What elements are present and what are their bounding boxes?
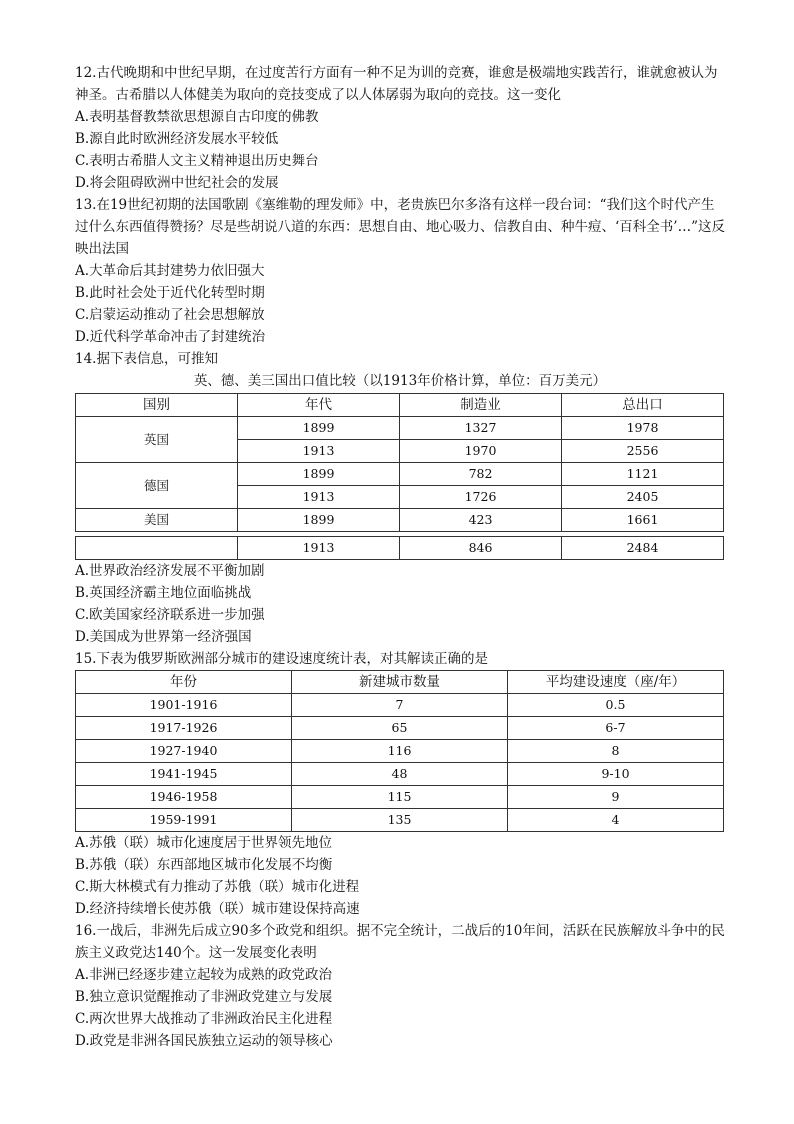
city-table-header: 新建城市数量 xyxy=(292,671,508,694)
question-16-option-c: C.两次世界大战推动了非洲政治民主化进程 xyxy=(75,1011,333,1027)
table-row xyxy=(76,786,724,809)
question-12-option-c: C.表明古希腊人文主义精神退出历史舞台 xyxy=(75,153,319,169)
country-cell: 美国 xyxy=(76,509,238,532)
export-table-header: 年代 xyxy=(238,394,400,417)
country-cell xyxy=(76,537,238,560)
export-table-title: 英、德、美三国出口值比较（以1913年价格计算，单位：百万美元） xyxy=(193,373,607,389)
question-16-option-d: D.政党是非洲各国民族独立运动的领导核心 xyxy=(75,1033,333,1049)
question-14-option-d: D.美国成为世界第一经济强国 xyxy=(75,629,252,645)
question-13-stem: 13.在19世纪初期的法国歌剧《塞维勒的理发师》中，老贵族巴尔多洛有这样一段台词：“我们这个时代产生过什么东西值得赞扬？尽是些胡说八道的东西：思想自由、地心吸力、信教自由、种牛痘、‘百科全书’…”这反映出法国 xyxy=(75,197,725,257)
city-table-header-row xyxy=(76,671,724,694)
exam-page xyxy=(75,62,725,1052)
table-row xyxy=(76,740,724,763)
export-table xyxy=(75,393,724,532)
question-14 xyxy=(75,348,725,648)
table-row xyxy=(76,694,724,717)
export-table-header: 制造业 xyxy=(400,394,562,417)
manufacturing-cell: 1327 xyxy=(400,417,562,440)
question-12 xyxy=(75,62,725,194)
question-13 xyxy=(75,194,725,348)
manufacturing-cell: 846 xyxy=(400,537,562,560)
question-15-option-a: A.苏俄（联）城市化速度居于世界领先地位 xyxy=(75,835,333,851)
city-table-header: 平均建设速度（座/年） xyxy=(508,671,724,694)
table-row xyxy=(76,509,724,532)
question-13-option-d: D.近代科学革命冲击了封建统治 xyxy=(75,329,266,345)
question-15-option-c: C.斯大林模式有力推动了苏俄（联）城市化进程 xyxy=(75,879,360,895)
speed-cell: 4 xyxy=(508,809,724,832)
new-cities-cell: 7 xyxy=(292,694,508,717)
country-cell: 德国 xyxy=(76,463,238,509)
question-14-stem: 14.据下表信息，可推知 xyxy=(75,351,218,367)
period-cell: 1901-1916 xyxy=(76,694,292,717)
question-15 xyxy=(75,648,725,920)
question-13-option-b: B.此时社会处于近代化转型时期 xyxy=(75,285,265,301)
new-cities-cell: 116 xyxy=(292,740,508,763)
question-15-stem: 15.下表为俄罗斯欧洲部分城市的建设速度统计表，对其解读正确的是 xyxy=(75,651,488,667)
period-cell: 1917-1926 xyxy=(76,717,292,740)
export-table-header: 总出口 xyxy=(562,394,724,417)
question-14-option-a: A.世界政治经济发展不平衡加剧 xyxy=(75,563,265,579)
total-export-cell: 2405 xyxy=(562,486,724,509)
question-13-option-a: A.大革命后其封建势力依旧强大 xyxy=(75,263,265,279)
question-15-option-d: D.经济持续增长使苏俄（联）城市建设保持高速 xyxy=(75,901,360,917)
question-16-stem: 16.一战后，非洲先后成立90多个政党和组织。据不完全统计，二战后的10年间，活跃在民族解放斗争中的民族主义政党达140个。这一发展变化表明 xyxy=(75,923,725,961)
export-table-header: 国别 xyxy=(76,394,238,417)
new-cities-cell: 65 xyxy=(292,717,508,740)
question-15-option-b: B.苏俄（联）东西部地区城市化发展不均衡 xyxy=(75,857,333,873)
speed-cell: 6-7 xyxy=(508,717,724,740)
year-cell: 1899 xyxy=(238,509,400,532)
city-table-header: 年份 xyxy=(76,671,292,694)
total-export-cell: 1121 xyxy=(562,463,724,486)
manufacturing-cell: 423 xyxy=(400,509,562,532)
speed-cell: 9 xyxy=(508,786,724,809)
year-cell: 1899 xyxy=(238,417,400,440)
period-cell: 1927-1940 xyxy=(76,740,292,763)
question-16-option-b: B.独立意识觉醒推动了非洲政党建立与发展 xyxy=(75,989,333,1005)
city-construction-table xyxy=(75,670,724,832)
year-cell: 1913 xyxy=(238,440,400,463)
question-13-option-c: C.启蒙运动推动了社会思想解放 xyxy=(75,307,265,323)
question-14-option-b: B.英国经济霸主地位面临挑战 xyxy=(75,585,252,601)
speed-cell: 9-10 xyxy=(508,763,724,786)
question-12-option-b: B.源自此时欧洲经济发展水平较低 xyxy=(75,131,279,147)
question-12-option-d: D.将会阻碍欧洲中世纪社会的发展 xyxy=(75,175,279,191)
question-14-option-c: C.欧美国家经济联系进一步加强 xyxy=(75,607,265,623)
new-cities-cell: 115 xyxy=(292,786,508,809)
table-row xyxy=(76,463,724,486)
manufacturing-cell: 1726 xyxy=(400,486,562,509)
total-export-cell: 1978 xyxy=(562,417,724,440)
question-16 xyxy=(75,920,725,1052)
question-12-stem: 12.古代晚期和中世纪早期，在过度苦行方面有一种不足为训的竞赛，谁愈是极端地实践苦行，谁就愈被认为神圣。古希腊以人体健美为取向的竞技变成了以人体孱弱为取向的竞技。这一变化 xyxy=(75,65,718,103)
table-row xyxy=(76,809,724,832)
period-cell: 1946-1958 xyxy=(76,786,292,809)
speed-cell: 8 xyxy=(508,740,724,763)
country-cell: 英国 xyxy=(76,417,238,463)
manufacturing-cell: 782 xyxy=(400,463,562,486)
table-row xyxy=(76,417,724,440)
year-cell: 1913 xyxy=(238,537,400,560)
year-cell: 1899 xyxy=(238,463,400,486)
total-export-cell: 2556 xyxy=(562,440,724,463)
table-row xyxy=(76,537,724,560)
export-table-header-row xyxy=(76,394,724,417)
export-table-continuation xyxy=(75,536,724,560)
total-export-cell: 2484 xyxy=(562,537,724,560)
manufacturing-cell: 1970 xyxy=(400,440,562,463)
new-cities-cell: 135 xyxy=(292,809,508,832)
new-cities-cell: 48 xyxy=(292,763,508,786)
question-12-option-a: A.表明基督教禁欲思想源自古印度的佛教 xyxy=(75,109,319,125)
question-16-option-a: A.非洲已经逐步建立起较为成熟的政党政治 xyxy=(75,967,333,983)
period-cell: 1941-1945 xyxy=(76,763,292,786)
period-cell: 1959-1991 xyxy=(76,809,292,832)
speed-cell: 0.5 xyxy=(508,694,724,717)
table-row xyxy=(76,763,724,786)
total-export-cell: 1661 xyxy=(562,509,724,532)
table-row xyxy=(76,717,724,740)
year-cell: 1913 xyxy=(238,486,400,509)
